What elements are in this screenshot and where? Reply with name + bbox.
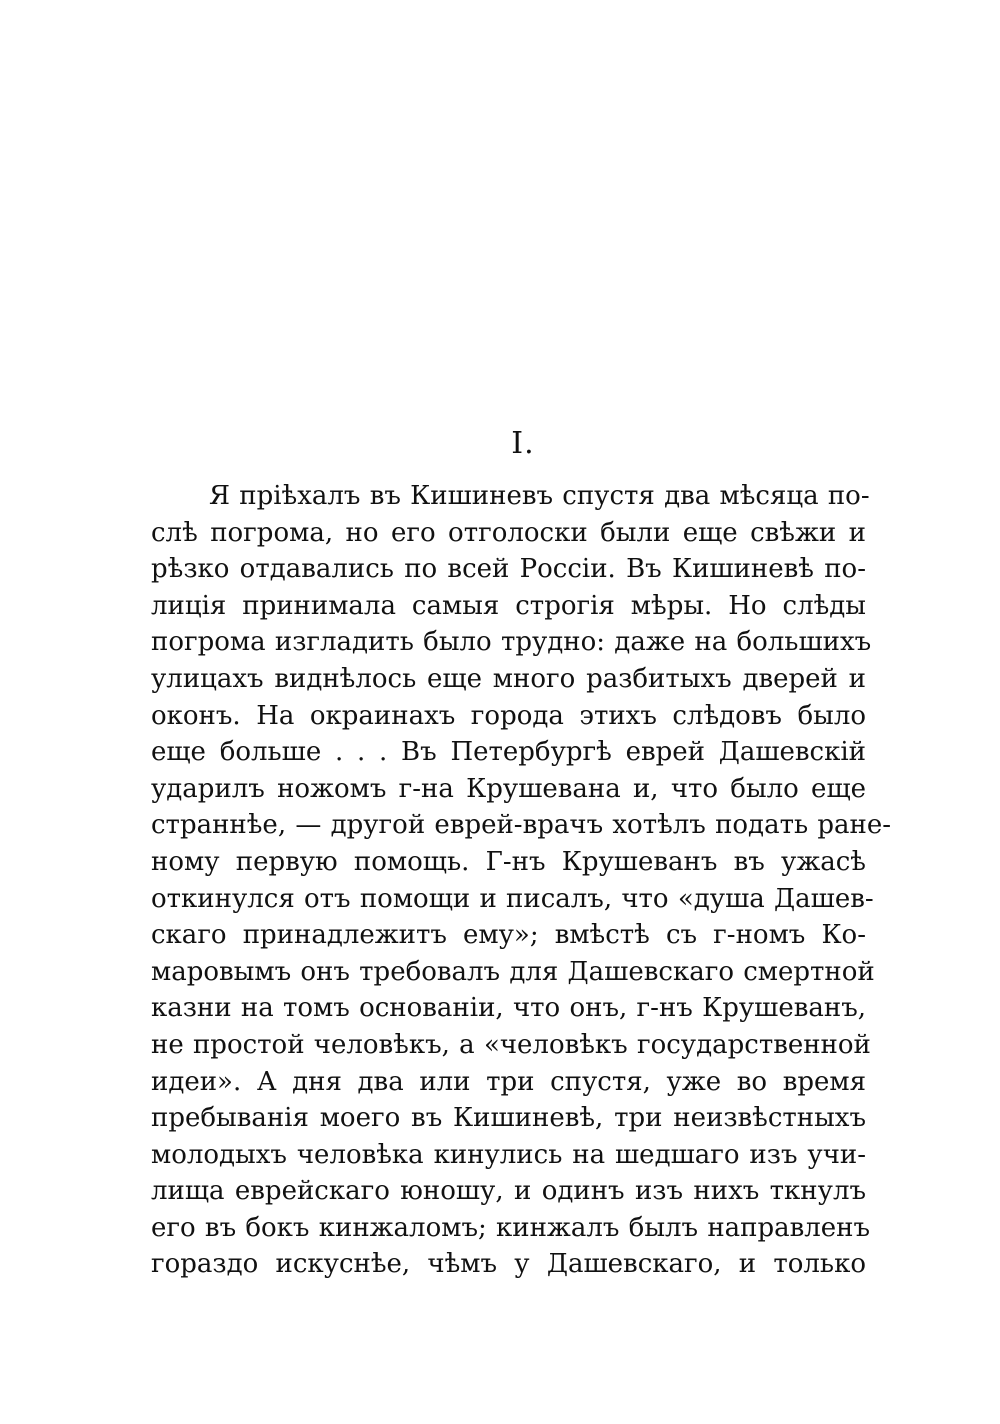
chapter-number: I. xyxy=(511,426,535,461)
text-line: погрома изгладить было трудно: даже на большихъ xyxy=(151,627,872,658)
text-line: откинулся отъ помощи и писалъ, что «душа Дашев- xyxy=(151,883,874,914)
text-line: молодыхъ человѣка кинулись на шедшаго изъ учи- xyxy=(151,1139,866,1170)
text-line: пребыванія моего въ Кишиневѣ, три неизвѣстныхъ xyxy=(151,1103,866,1134)
text-line: ному первую помощь. Г-нъ Крушеванъ въ ужасѣ xyxy=(151,846,866,877)
text-line: гораздо искуснѣе, чѣмъ у Дашевскаго, и только xyxy=(151,1249,866,1280)
text-line: улицахъ виднѣлось еще много разбитыхъ дверей и xyxy=(151,663,866,694)
text-line: казни на томъ основаніи, что онъ, г-нъ Крушеванъ, xyxy=(151,993,866,1024)
text-line: лища еврейскаго юношу, и одинъ изъ нихъ ткнулъ xyxy=(151,1176,866,1207)
text-line: маровымъ онъ требовалъ для Дашевскаго смертной xyxy=(151,956,875,987)
text-line: ударилъ ножомъ г-на Крушевана и, что было еще xyxy=(151,773,866,804)
text-line: скаго принадлежитъ ему»; вмѣстѣ съ г-номъ Ко- xyxy=(151,920,866,951)
body-text xyxy=(151,478,892,1283)
text-line: рѣзко отдавались по всей Россіи. Въ Кишиневѣ по- xyxy=(151,554,866,585)
text-line: не простой человѣкъ, а «человѣкъ государственной xyxy=(151,1029,871,1060)
text-line: его въ бокъ кинжаломъ; кинжалъ былъ направленъ xyxy=(151,1212,871,1243)
text-line: идеи». А дня два или три спустя, уже во время xyxy=(151,1066,866,1097)
text-line: слѣ погрома, но его отголоски были еще свѣжи и xyxy=(151,517,866,548)
text-line: лиція принимала самыя строгія мѣры. Но слѣды xyxy=(151,590,866,621)
text-line: страннѣе, — другой еврей-врачъ хотѣлъ подать ране- xyxy=(151,810,892,841)
text-line: Я пріѣхалъ въ Кишиневъ спустя два мѣсяца по- xyxy=(209,481,870,511)
text-line: еще больше . . . Въ Петербургѣ еврей Дашевскій xyxy=(151,737,866,768)
text-line: оконъ. На окраинахъ города этихъ слѣдовъ было xyxy=(151,700,866,731)
